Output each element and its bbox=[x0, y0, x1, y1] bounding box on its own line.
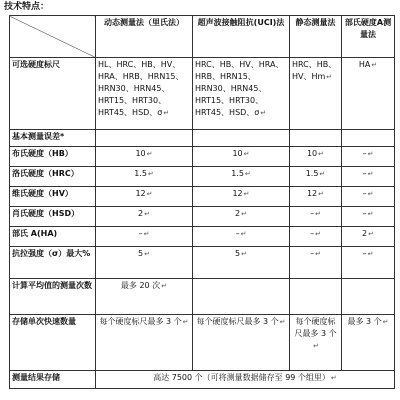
cell: 2↵ bbox=[342, 227, 395, 247]
cell: HL、HRC、HB、HV、HRA、HRB、HRN15、HRN30、HRN45、HRT15、HRT30、HRT45、HSD、σ↵ bbox=[96, 58, 193, 130]
row-hv bbox=[10, 187, 395, 207]
cell: 12↵ bbox=[290, 187, 342, 207]
cell: 12↵ bbox=[193, 187, 290, 207]
corner-cell bbox=[10, 16, 96, 58]
row-label: 基本测量误差* bbox=[10, 130, 96, 147]
cell: 最多 20 次↵ bbox=[96, 279, 193, 315]
cell: –↵ bbox=[290, 207, 342, 227]
row-label: 存储单次快速数量 bbox=[10, 315, 96, 371]
cell bbox=[193, 130, 290, 147]
row-ha bbox=[10, 227, 395, 247]
header-dynamic: 动态测量法（里氏法） bbox=[96, 16, 193, 58]
row-storage-single bbox=[10, 315, 395, 371]
cell bbox=[290, 130, 342, 147]
cell: 10↵ bbox=[96, 147, 193, 167]
cell: –↵ bbox=[193, 227, 290, 247]
cell: –↵ bbox=[342, 187, 395, 207]
row-basic-error bbox=[10, 130, 395, 147]
row-hrc bbox=[10, 167, 395, 187]
cell: –↵ bbox=[342, 167, 395, 187]
header-uci: 超声波接触阻抗(UCI)法 bbox=[193, 16, 290, 58]
row-hsd bbox=[10, 207, 395, 227]
row-tensile bbox=[10, 247, 395, 279]
row-average bbox=[10, 279, 395, 315]
cell: –↵ bbox=[290, 227, 342, 247]
row-hb bbox=[10, 147, 395, 167]
cell: 最多 3 个↵ bbox=[342, 315, 395, 371]
cell: –↵ bbox=[96, 227, 193, 247]
cell: –↵ bbox=[290, 247, 342, 279]
cell: –↵ bbox=[342, 207, 395, 227]
row-label: 部氏 A(HA) bbox=[10, 227, 96, 247]
spec-table bbox=[9, 15, 395, 389]
row-label: 洛氏硬度（HRC） bbox=[10, 167, 96, 187]
section-title: 技术特点： bbox=[4, 2, 50, 12]
row-label: 测量结果存储 bbox=[10, 371, 96, 389]
row-storage-results bbox=[10, 371, 395, 389]
cell: –↵ bbox=[342, 247, 395, 279]
cell: 每个硬度标尺最多 3 个↵ bbox=[193, 315, 290, 371]
cell: 高达 7500 个（可将测量数据储存至 99 个组里）↵ bbox=[96, 371, 395, 389]
cell: 10↵ bbox=[290, 147, 342, 167]
cell: 1.5↵ bbox=[96, 167, 193, 187]
row-label: 可选硬度标尺 bbox=[10, 58, 96, 130]
cell: 1.5↵ bbox=[290, 167, 342, 187]
row-label: 抗拉强度（σ）最大% bbox=[10, 247, 96, 279]
cell: 1.5↵ bbox=[193, 167, 290, 187]
cell: 2↵ bbox=[193, 207, 290, 227]
cell bbox=[342, 279, 395, 315]
header-static: 静态测量法 bbox=[290, 16, 342, 58]
cell bbox=[290, 279, 342, 315]
cell bbox=[193, 279, 290, 315]
cell bbox=[96, 130, 193, 147]
cell: 12↵ bbox=[96, 187, 193, 207]
header-ha: 部氏硬度A测量法 bbox=[342, 16, 395, 58]
cell: 5↵ bbox=[193, 247, 290, 279]
row-scales bbox=[10, 58, 395, 130]
cell: HRC、HB、HV、HRA、HRB、HRN15、HRN30、HRN45、HRT15、HRT30、HRT45、HSD、σ↵ bbox=[193, 58, 290, 130]
row-label: 肖氏硬度（HSD） bbox=[10, 207, 96, 227]
cell bbox=[342, 130, 395, 147]
cell: 5↵ bbox=[96, 247, 193, 279]
cell: HA↵ bbox=[342, 58, 395, 130]
cell: HRC、HB、HV、Hm↵ bbox=[290, 58, 342, 130]
cell: 10↵ bbox=[193, 147, 290, 167]
cell: 2↵ bbox=[96, 207, 193, 227]
row-label: 维氏硬度（HV） bbox=[10, 187, 96, 207]
cell: 每个硬度标尺最多 3 个↵ bbox=[96, 315, 193, 371]
row-label: 计算平均值的测量次数 bbox=[10, 279, 96, 315]
cell: –↵ bbox=[342, 147, 395, 167]
header-row bbox=[10, 16, 395, 58]
cell: 每个硬度标尺最多 3 个↵ bbox=[290, 315, 342, 371]
row-label: 布氏硬度（HB） bbox=[10, 147, 96, 167]
